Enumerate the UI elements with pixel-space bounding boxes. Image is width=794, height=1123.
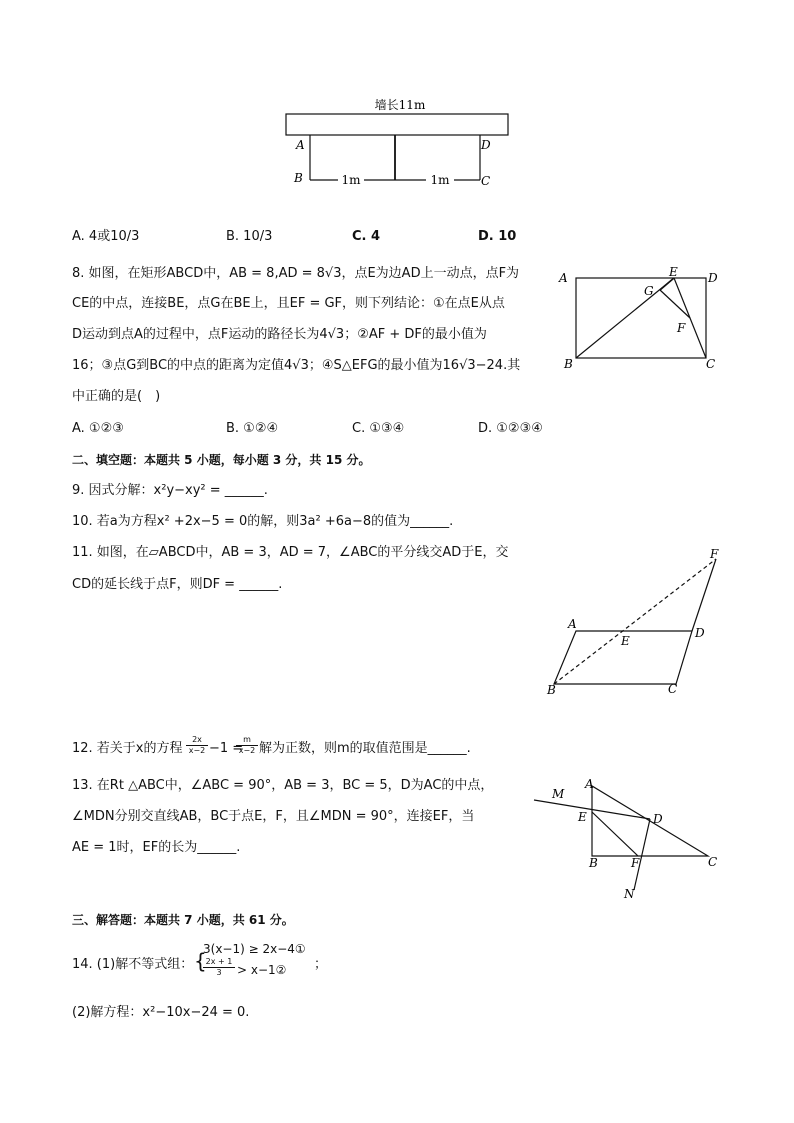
q11-label-f: F	[710, 547, 719, 561]
q12-frac1-den: x−2	[188, 746, 206, 755]
q7-option-a: A. 4或10/3	[72, 229, 140, 244]
q8-option-d: D. ①②③④	[478, 421, 543, 436]
q14-ineq-2-rest: > x−1②	[237, 963, 287, 977]
label-d: D	[481, 138, 491, 152]
q10: 10. 若a为方程x² +2x−5 = 0的解，则3a² +6a−8的值为______.	[72, 514, 454, 529]
q8-label-g: G	[644, 284, 654, 298]
label-b: B	[294, 171, 303, 185]
q7-option-b: B. 10/3	[226, 229, 273, 244]
q13-label-b: B	[589, 856, 598, 870]
q8-line-4: 16；③点G到BC的中点的距离为定值4√3；④S△EFG的最小值为16√3−24.其	[72, 358, 521, 373]
q13-line-1: 13. 在Rt △ABC中，∠ABC = 90°，AB = 3，BC = 5，D为AC的中点，	[72, 778, 494, 793]
q11-label-b: B	[547, 683, 556, 697]
q14-ineq-1: 3(x−1) ≥ 2x−4①	[203, 942, 306, 956]
seg-df	[692, 559, 716, 631]
q7-option-c: C. 4	[352, 229, 381, 244]
q11-figure	[540, 542, 730, 698]
q12-frac1-num: 2x	[186, 735, 208, 746]
wall-rect	[286, 114, 508, 135]
q8-label-d: D	[708, 271, 718, 285]
label-c: C	[481, 174, 491, 188]
q13-label-d: D	[653, 812, 663, 826]
q9: 9. 因式分解：x²y−xy² = ______.	[72, 483, 268, 498]
q13-label-n: N	[624, 887, 635, 901]
q8-label-f: F	[677, 321, 686, 335]
q12-prefix: 12. 若关于x的方程	[72, 741, 183, 756]
q11-label-c: C	[668, 682, 678, 696]
wall-figure	[280, 92, 520, 192]
q12-frac1	[186, 735, 208, 756]
q11-label-e: E	[621, 634, 630, 648]
q13-label-c: C	[708, 855, 718, 869]
q8-label-b: B	[564, 357, 573, 371]
q12-frac2	[236, 735, 258, 756]
seg-bf-dashed	[554, 559, 716, 684]
q8-label-e: E	[669, 265, 678, 279]
label-a: A	[296, 138, 305, 152]
q14-ineq-2-den: 3	[216, 968, 222, 977]
section-3-heading: 三、解答题：本题共 7 小题，共 61 分。	[72, 913, 294, 927]
q13-label-e: E	[578, 810, 587, 824]
q13-line-3: AE = 1时，EF的长为______.	[72, 840, 241, 855]
q11-label-a: A	[568, 617, 577, 631]
q13-label-m: M	[552, 787, 565, 801]
q12-middle: −1 =	[209, 741, 244, 756]
seg-ef	[592, 812, 638, 856]
q11-label-d: D	[695, 626, 705, 640]
q8-label-a: A	[559, 271, 568, 285]
q8-label-c: C	[706, 357, 716, 371]
q12-suffix: 解为正数，则m的取值范围是______.	[259, 741, 471, 756]
q11-line-2: CD的延长线于点F，则DF = ______.	[72, 577, 283, 592]
q14-ineq-2-num: 2x + 1	[203, 957, 235, 968]
q14-ineq-2-frac	[203, 957, 235, 978]
seg-right-label: 1m	[430, 173, 450, 187]
q14-brace: {	[194, 949, 207, 973]
q13-line-2: ∠MDN分别交直线AB，BC于点E，F，且∠MDN = 90°，连接EF，当	[72, 809, 475, 824]
q7-option-d: D. 10	[478, 229, 517, 244]
q8-line-5: 中正确的是( )	[72, 389, 161, 404]
q14-semicolon: ；	[314, 957, 328, 972]
q8-line-1: 8. 如图，在矩形ABCD中，AB = 8,AD = 8√3，点E为边AD上一动点，点F为	[72, 266, 520, 281]
q13-figure	[530, 774, 725, 902]
q8-figure	[556, 262, 726, 374]
q13-label-a: A	[585, 777, 594, 791]
q8-option-b: B. ①②④	[226, 421, 279, 436]
q11-line-1: 11. 如图，在▱ABCD中，AB = 3，AD = 7，∠ABC的平分线交AD于E，交	[72, 545, 509, 560]
q14-prefix: 14. (1)解不等式组：	[72, 957, 194, 972]
wall-length-label: 墙长11m	[374, 98, 426, 112]
q8-option-c: C. ①③④	[352, 421, 405, 436]
section-2-heading: 二、填空题：本题共 5 小题，每小题 3 分，共 15 分。	[72, 453, 371, 467]
seg-be	[576, 278, 674, 358]
rect-abcd	[576, 278, 706, 358]
q8-option-a: A. ①②③	[72, 421, 124, 436]
seg-gf	[660, 290, 690, 318]
q12-frac2-den: x−2	[238, 746, 256, 755]
q12-frac2-num: m	[236, 735, 258, 746]
q14-part-2: (2)解方程：x²−10x−24 = 0.	[72, 1005, 250, 1020]
q8-line-3: D运动到点A的过程中，点F运动的路径长为4√3；②AF + DF的最小值为	[72, 327, 487, 342]
q8-line-2: CE的中点，连接BE，点G在BE上，且EF = GF，则下列结论：①在点E从点	[72, 296, 505, 311]
q13-label-f: F	[631, 856, 640, 870]
seg-left-label: 1m	[341, 173, 361, 187]
